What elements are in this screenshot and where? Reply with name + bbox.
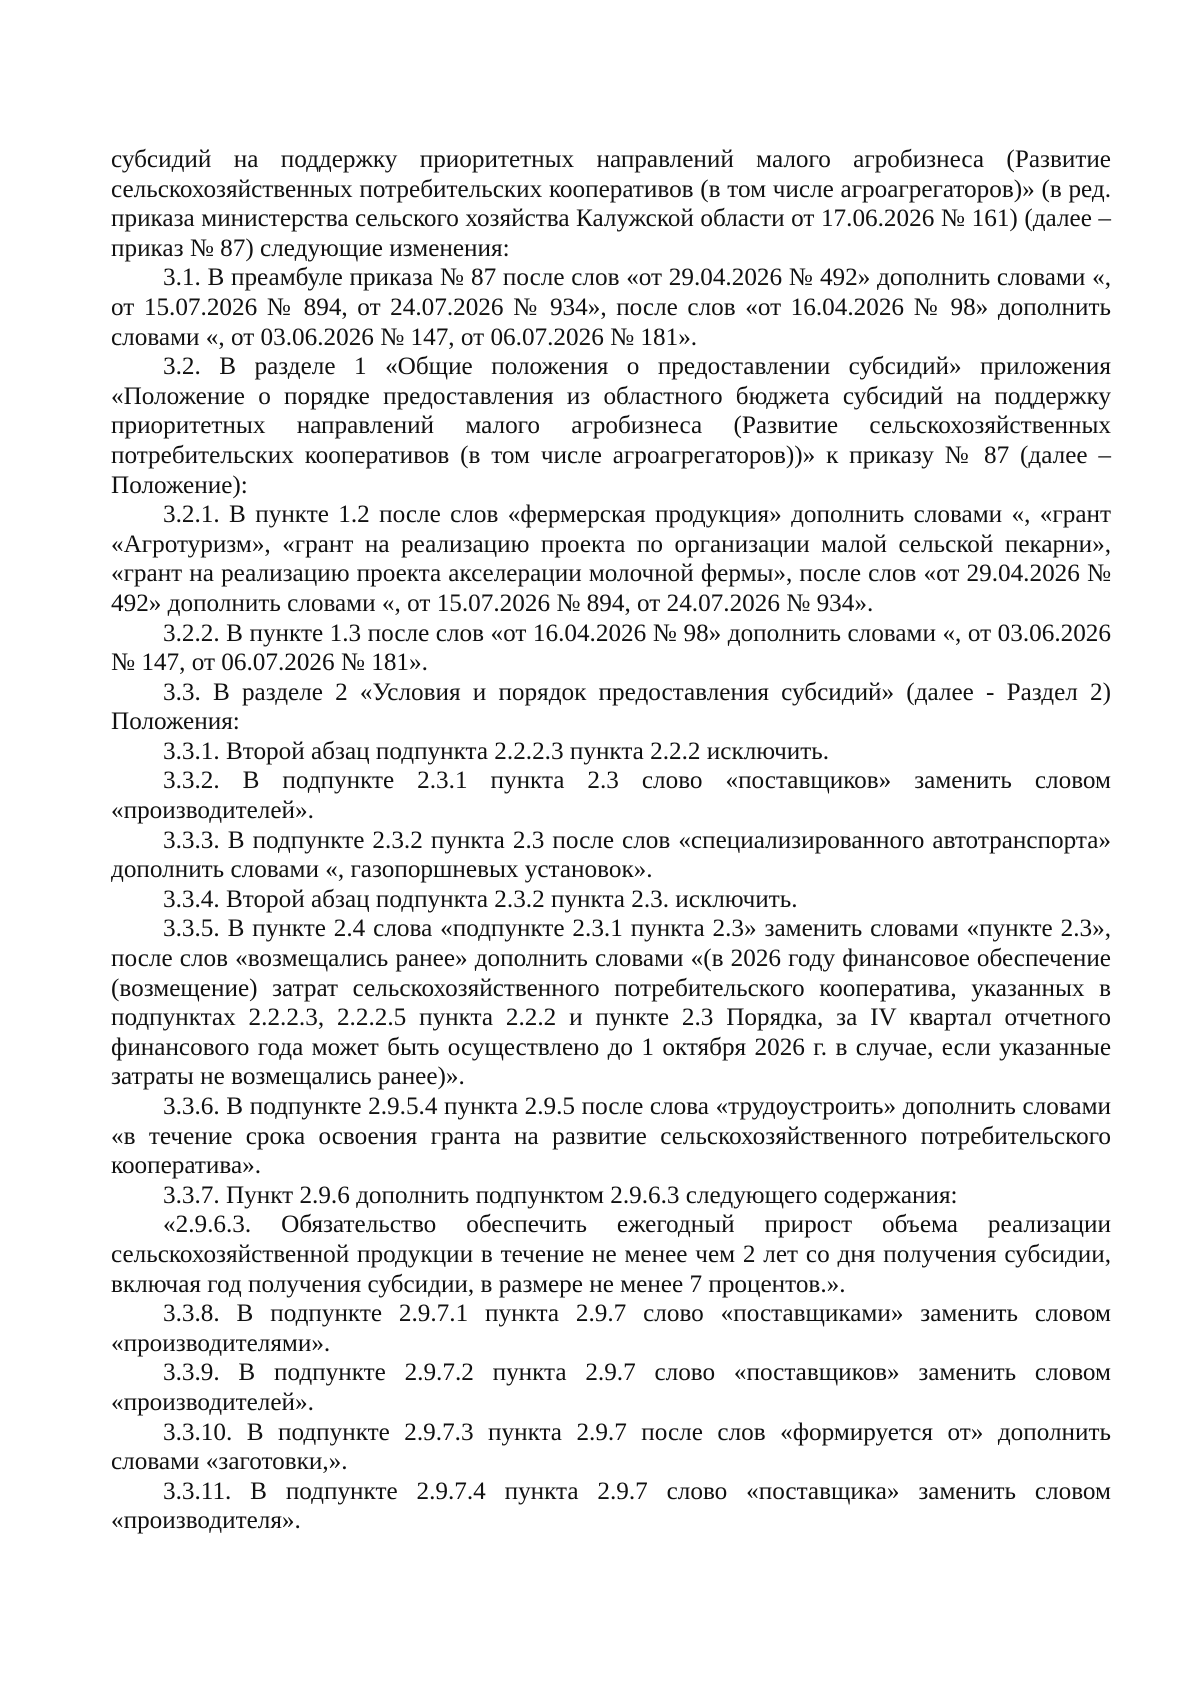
paragraph-3-3-2: 3.3.2. В подпункте 2.3.1 пункта 2.3 слово «поставщиков» заменить словом «производителей». xyxy=(111,767,1111,825)
paragraph-3-2-2: 3.2.2. В пункте 1.3 после слов «от 16.04.2026 № 98» дополнить словами «, от 03.06.2026 № 147, от 06.07.2026 № 181». xyxy=(111,619,1111,677)
paragraph-3-3-1: 3.3.1. Второй абзац подпункта 2.2.2.3 пункта 2.2.2 исключить. xyxy=(163,737,830,765)
paragraph-3-3-11: 3.3.11. В подпункте 2.9.7.4 пункта 2.9.7 слово «поставщика» заменить словом «производителя». xyxy=(111,1477,1111,1535)
paragraph-3-1: 3.1. В преамбуле приказа № 87 после слов «от 29.04.2026 № 492» дополнить словами «, от 15.07.2026 № 894, от 24.07.2026 № 934», после слов «от 16.04.2026 № 98» дополнить словами «, от 03.06.2026 № 147, от 06.07.2026 № 181». xyxy=(111,264,1111,351)
paragraph-2-9-6-3: «2.9.6.3. Обязательство обеспечить ежегодный прирост объема реализации сельскохозяйственной продукции в течение не менее чем 2 лет со дня получения субсидии, включая год получения субсидии, в размере не менее 7 процентов.». xyxy=(111,1211,1111,1298)
paragraph-3-3-6: 3.3.6. В подпункте 2.9.5.4 пункта 2.9.5 после слова «трудоустроить» дополнить словами «в течение срока освоения гранта на развитие сельскохозяйственного потребительского кооператива». xyxy=(111,1093,1111,1180)
paragraph-3-3: 3.3. В разделе 2 «Условия и порядок предоставления субсидий» (далее - Раздел 2) Положения: xyxy=(111,678,1111,736)
paragraph-intro: субсидий на поддержку приоритетных направлений малого агробизнеса (Развитие сельскохозяйственных потребительских кооперативов (в том числе агроагрегаторов)» (в ред. приказа министерства сельского хозяйства Калужской области от 17.06.2026 № 161) (далее – приказ № 87) следующие изменения: xyxy=(111,146,1111,262)
paragraph-3-3-3: 3.3.3. В подпункте 2.3.2 пункта 2.3 после слов «специализированного автотранспорта» дополнить словами «, газопоршневых установок». xyxy=(111,826,1111,884)
paragraph-3-3-7: 3.3.7. Пункт 2.9.6 дополнить подпунктом 2.9.6.3 следующего содержания: xyxy=(163,1181,958,1209)
paragraph-3-3-9: 3.3.9. В подпункте 2.9.7.2 пункта 2.9.7 слово «поставщиков» заменить словом «производителей». xyxy=(111,1359,1111,1416)
paragraph-3-3-8: 3.3.8. В подпункте 2.9.7.1 пункта 2.9.7 слово «поставщиками» заменить словом «производителями». xyxy=(111,1300,1111,1357)
paragraph-3-3-5: 3.3.5. В пункте 2.4 слова «подпункте 2.3.1 пункта 2.3» заменить словами «пункте 2.3», после слов «возмещались ранее» дополнить словами «(в 2026 году финансовое обеспечение (возмещение) затрат сельскохозяйственного потребительского кооператива, указанных в подпунктах 2.2.2.3, 2.2.2.5 пункта 2.2.2 и пункте 2.3 Порядка, за IV квартал отчетного финансового года может быть осуществлено до 1 октября 2026 г. в случае, если указанные затраты не возмещались ранее)». xyxy=(111,915,1111,1091)
paragraph-3-3-10: 3.3.10. В подпункте 2.9.7.3 пункта 2.9.7 после слов «формируется от» дополнить словами «заготовки,». xyxy=(111,1418,1111,1476)
paragraph-3-2-1: 3.2.1. В пункте 1.2 после слов «фермерская продукция» дополнить словами «, «грант «Агротуризм», «грант на реализацию проекта по организации малой сельской пекарни», «грант на реализацию проекта акселерации молочной фермы», после слов «от 29.04.2026 № 492» дополнить словами «, от 15.07.2026 № 894, от 24.07.2026 № 934». xyxy=(111,501,1111,617)
paragraph-3-3-4: 3.3.4. Второй абзац подпункта 2.3.2 пункта 2.3. исключить. xyxy=(163,885,798,913)
paragraph-3-2: 3.2. В разделе 1 «Общие положения о предоставлении субсидий» приложения «Положение о порядке предоставления из областного бюджета субсидий на поддержку приоритетных направлений малого агробизнеса (Развитие сельскохозяйственных потребительских кооперативов (в том числе агроагрегаторов))» к приказу № 87 (далее – Положение): xyxy=(111,353,1111,499)
document-body xyxy=(111,145,1111,1536)
